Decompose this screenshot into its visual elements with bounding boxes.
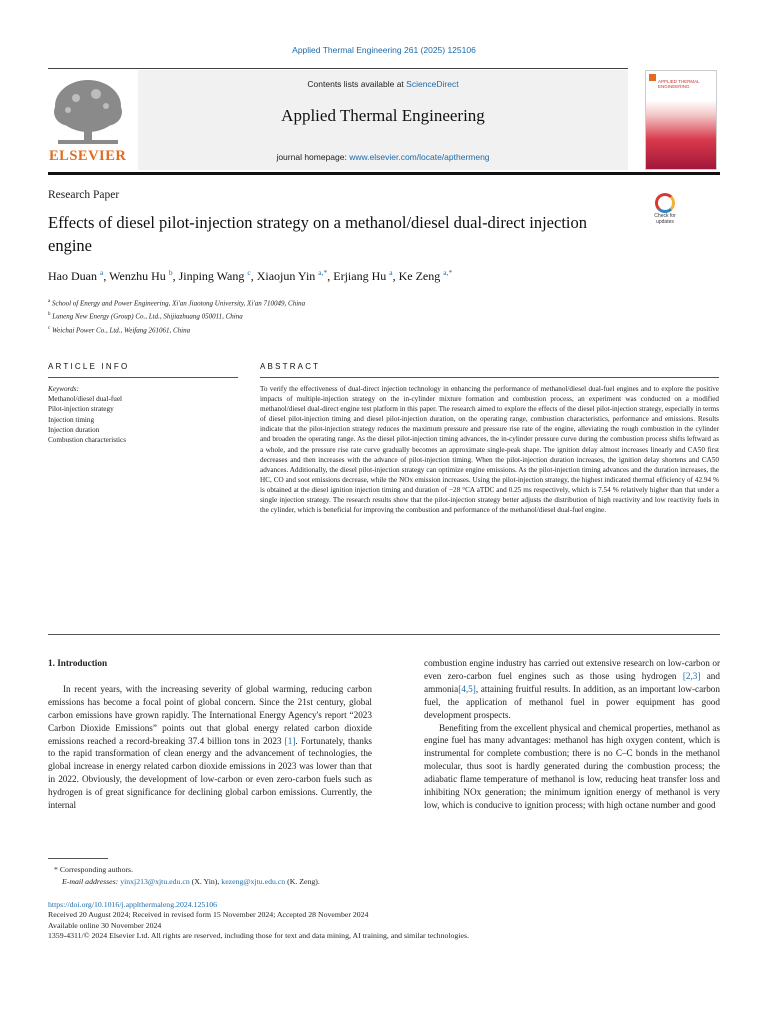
affiliation-text: Weichai Power Co., Ltd., Weifang 261061, China xyxy=(51,325,191,334)
paragraph-text: , attaining fruitful results. In addition, as an important low-carbon fuel, the application of methanol fuel in power equipment has good development prospects. xyxy=(424,683,720,720)
author-list: Hao Duan $^a$, Wenzhu Hu $^b$, Jinping Wang $^c$, Xiaojun Yin $^{a,*}$, Erjiang Hu $^a$, Ke Zeng $^{a,*}$ xyxy=(48,268,453,283)
available-online: Available online 30 November 2024 xyxy=(48,920,162,930)
journal-banner xyxy=(138,70,628,170)
journal-title: Applied Thermal Engineering xyxy=(281,106,485,125)
author-name[interactable]: Jinping Wang xyxy=(178,269,245,283)
body-rule xyxy=(48,634,720,635)
paragraph-text: and ammonia xyxy=(424,670,720,694)
cover-title: APPLIED THERMAL ENGINEERING xyxy=(658,79,700,89)
affiliation-list xyxy=(48,296,305,336)
journal-reference[interactable]: Applied Thermal Engineering 261 (2025) 125106 xyxy=(292,45,476,55)
abstract-text: To verify the effectiveness of dual-direct injection technology in enhancing the performance of methanol/diesel dual-fuel engines and to explore the positive impacts of multiple-injection strategy on the in-cylinder mixture formation and combustion process, an experiment was conducted on a modified methanol/diesel dual-direct engine test platform in this paper. The research aimed to explore the effects of the diesel pilot-injection strategy, especially in terms of diesel pilot-injection timing and diesel pilot-injection duration, on the operating range, combustion characteristics, performance and emissions. Results indicate that the pilot-injection strategy reduces the maximum pressure and pressure rise rate of the engine, alleviating the rough combustion in the cylinder and broaden the operating range. As the diesel pilot-injection timing advances, the in-cylinder pressure curve during the combustion process shifts leftward as a whole, and the pressure rise rate curve gradually becomes an approximate single-peak shape. The ignition delay almost increases linearly and CA50 first decreases and then increases with the advance of pilot-injection timing. When the pilot-injection duration increases, the ignition delay shortens and CA50 advances. Additionally, the diesel pilot-injection strategy can optimize engine emissions. As the pilot-injection timing advances and the duration increases, the HC, CO and soot emissions decrease, while the NOx emission increases. Using the pilot-injection strategy, the highest indicated thermal efficiency of 42.94 % is obtained at the diesel ignition injection timing and duration of −28 °CA aTDC and 0.25 ms respectively, which is 7.54 % relatively higher than that under a single injection strategy. The research results show that the pilot-injection strategy better adjusts the distribution of high reactivity and low reactivity fuels in the cylinder, which is beneficial for improving the combustion and performance of the methanol/diesel dual-fuel engine. xyxy=(260,385,719,515)
citation-link[interactable]: [1] xyxy=(284,735,296,746)
article-title: Effects of diesel pilot-injection strategy on a methanol/diesel dual-direct injection engine xyxy=(48,213,587,255)
affiliation-text: Luneng New Energy (Group) Co., Ltd., Shijiazhuang 050011, China xyxy=(52,312,243,321)
body-paragraph xyxy=(424,657,720,722)
doi-link[interactable]: https://doi.org/10.1016/j.applthermaleng.2024.125106 xyxy=(48,900,217,909)
publisher-logo-text: ELSEVIER xyxy=(49,148,127,164)
sciencedirect-link[interactable]: ScienceDirect xyxy=(406,79,459,89)
body-column-right xyxy=(424,657,720,812)
keywords-block xyxy=(48,384,238,445)
email-link-zeng[interactable]: kezeng@xjtu.edu.cn xyxy=(221,876,286,886)
check-updates-label: Check for updates xyxy=(654,213,676,225)
paragraph-text: . Fortunately, thanks to the rapid transformation of clean energy and the advancement of technologies, the global increase in energy related carbon dioxide emissions in 2023 was lower than that in 2022. Obviously, the development of low-carbon or even zero-carbon fuels such as hydrogen is of great significance for declining global carbon emissions. Currently, the internal xyxy=(48,735,373,811)
footnotes xyxy=(48,864,720,887)
publication-info xyxy=(48,900,720,941)
email-line xyxy=(48,876,720,888)
author-affiliation-mark[interactable]: a,* xyxy=(443,268,453,277)
footnote-rule xyxy=(48,858,108,859)
article-info-rule xyxy=(48,377,238,378)
contents-prefix: Contents lists available at xyxy=(307,79,407,89)
keyword-item: Combustion characteristics xyxy=(48,436,127,445)
email-label: E-mail addresses: xyxy=(62,876,121,886)
body-paragraph: Benefiting from the excellent physical and chemical properties, methanol as engine fuel has many advantages: methanol has high oxygen content, which is instrumental for complete combustion; there is no C–C bonds in the methanol molecular, thus soot is hardly generated during the combustion process; the adiabatic flame temperature of methanol is low, reducing heat transfer loss and inhibiting NOx generation; the minimum ignition energy of methanol is very low, which is conducive to ignition process; with high octane number and good xyxy=(424,722,720,810)
body-column-left xyxy=(48,657,372,812)
corresponding-note: * Corresponding authors. xyxy=(54,865,134,874)
citation-link[interactable]: [4,5] xyxy=(458,683,476,694)
author-name[interactable]: Xiaojun Yin xyxy=(256,269,316,283)
keyword-item: Pilot-injection strategy xyxy=(48,405,114,414)
section-heading-introduction: 1. Introduction xyxy=(48,658,108,668)
article-type: Research Paper xyxy=(48,189,120,201)
affiliation-mark: b xyxy=(48,312,51,318)
paragraph-text: In recent years, with the increasing severity of global warming, reducing carbon emissions has become a focal point of global concern. Since the 21st century, global carbon emissions have grown rapidly. The International Energy Agency's report “2023 Carbon Dioxide Emissions” points out that global energy related carbon dioxide emissions reached a record-breaking 37.4 billion tons in 2023 xyxy=(48,683,372,746)
citation-link[interactable]: [2,3] xyxy=(682,670,701,681)
copyright-notice: 1359-4311/© 2024 Elsevier Ltd. All rights are reserved, including those for text and data mining, AI training, and similar technologies. xyxy=(48,930,469,940)
keyword-item: Methanol/diesel dual-fuel xyxy=(48,395,123,404)
affiliation-text: School of Energy and Power Engineering, Xi'an Jiaotong University, Xi'an 710049, China xyxy=(51,299,306,308)
affiliation-mark: a xyxy=(48,299,51,304)
author-affiliation-mark[interactable]: a,* xyxy=(318,268,328,277)
keywords-label: Keywords: xyxy=(48,385,79,393)
affiliation-item xyxy=(48,296,305,309)
abstract-heading: ABSTRACT xyxy=(260,362,321,371)
homepage-line xyxy=(138,152,628,162)
abstract-rule xyxy=(260,377,719,378)
received-dates: Received 20 August 2024; Received in revised form 15 November 2024; Accepted 28 November 2024 xyxy=(48,910,369,920)
author-affiliation-mark[interactable]: b xyxy=(168,268,173,277)
body-paragraph xyxy=(48,683,372,812)
header-rule xyxy=(48,68,628,69)
affiliation-item xyxy=(48,309,305,322)
author-affiliation-mark[interactable]: a xyxy=(389,268,393,277)
author-name[interactable]: Hao Duan xyxy=(48,269,97,283)
affiliation-item xyxy=(48,323,305,336)
journal-cover-image[interactable] xyxy=(645,70,717,170)
author-name[interactable]: Ke Zeng xyxy=(398,269,441,283)
check-updates-icon xyxy=(655,193,675,213)
author-affiliation-mark[interactable]: c xyxy=(247,268,251,277)
paragraph-text: combustion engine industry has carried out extensive research on low-carbon or even zero-carbon fuel engines such as those using hydrogen xyxy=(424,658,720,681)
email-link-yin[interactable]: yinxj213@xjtu.edu.cn xyxy=(120,876,190,886)
cover-elsevier-mark xyxy=(649,74,656,81)
keyword-item: Injection timing xyxy=(48,415,95,424)
contents-line xyxy=(138,79,628,89)
author-name[interactable]: Erjiang Hu xyxy=(333,269,387,283)
affiliation-mark: c xyxy=(48,325,51,331)
email-owner: (K. Zeng). xyxy=(285,876,320,886)
masthead xyxy=(48,70,720,174)
check-for-updates-badge[interactable] xyxy=(648,193,682,229)
masthead-rule xyxy=(48,172,720,175)
homepage-link[interactable]: www.elsevier.com/locate/apthermeng xyxy=(349,152,490,162)
email-owner: (X. Yin), xyxy=(189,876,222,886)
article-info-heading: ARTICLE INFO xyxy=(48,362,130,371)
keyword-item: Injection duration xyxy=(48,425,100,434)
author-name[interactable]: Wenzhu Hu xyxy=(109,269,166,283)
author-affiliation-mark[interactable]: a xyxy=(99,268,104,277)
homepage-prefix: journal homepage: xyxy=(276,152,350,162)
